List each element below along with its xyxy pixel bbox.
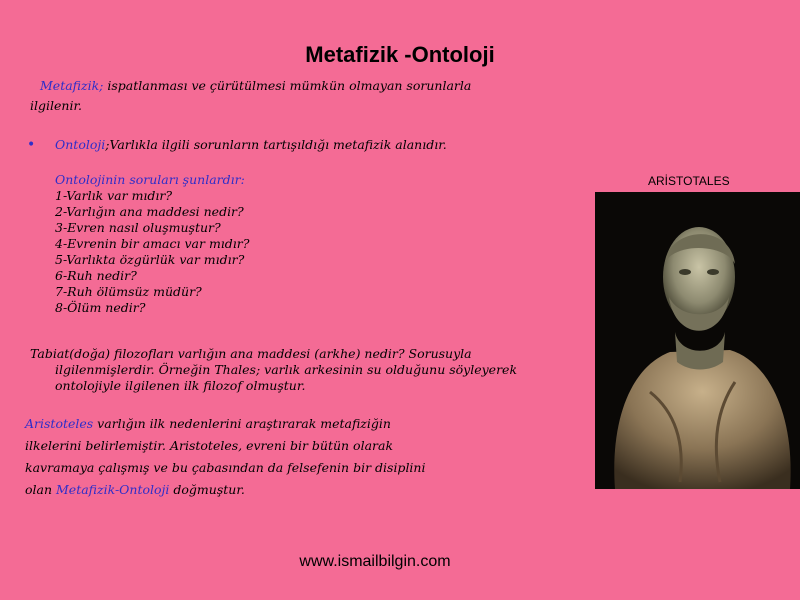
questions-heading: Ontolojinin soruları şunlardır: — [55, 172, 245, 187]
aristotle-text-4a: olan — [25, 482, 56, 497]
questions-list — [55, 188, 249, 316]
aristotle-line-4 — [25, 482, 245, 498]
bust-illustration — [595, 192, 800, 489]
question-item: 1-Varlık var mıdır? — [55, 188, 173, 203]
aristotle-text-1: varlığın ilk nedenlerini araştırarak metafiziğin — [93, 416, 391, 431]
aristotle-line-2: ilkelerini belirlemiştir. Aristoteles, evreni bir bütün olarak — [25, 438, 394, 453]
nature-line-3: ontolojiyle ilgilenen ilk filozof olmuştur. — [55, 378, 306, 393]
nature-line-1: Tabiat(doğa) filozofları varlığın ana maddesi (arkhe) nedir? Sorusuyla — [30, 346, 472, 361]
slide-title: Metafizik -Ontoloji — [305, 42, 495, 67]
question-item: 5-Varlıkta özgürlük var mıdır? — [55, 252, 245, 267]
bullet-icon: • — [27, 137, 36, 153]
question-item: 4-Evrenin bir amacı var mıdır? — [55, 236, 250, 251]
footer-website[interactable]: www.ismailbilgin.com — [299, 553, 451, 570]
aristotle-text-4b: doğmuştur. — [169, 482, 245, 497]
question-item: 3-Evren nasıl oluşmuştur? — [55, 220, 221, 235]
intro-line-2: ilgilenir. — [30, 98, 83, 113]
intro-line-1 — [40, 78, 471, 94]
metaphysics-ontology-term: Metafizik-Ontoloji — [56, 482, 170, 497]
nature-line-2: ilgilenmişlerdir. Örneğin Thales; varlık arkesinin su olduğunu söyleyerek — [55, 362, 518, 377]
aristotle-line-3: kavramaya çalışmış ve bu çabasından da felsefenin bir disiplini — [25, 460, 426, 475]
question-item: 8-Ölüm nedir? — [55, 300, 146, 315]
ontology-text: ;Varlıkla ilgili sorunların tartışıldığı metafizik alanıdır. — [105, 137, 447, 152]
aristotle-line-1 — [25, 416, 391, 432]
image-caption: ARİSTOTALES — [648, 174, 730, 188]
question-item: 2-Varlığın ana maddesi nedir? — [55, 204, 244, 219]
ontology-term: Ontoloji — [55, 137, 106, 152]
aristotle-term: Aristoteles — [25, 416, 94, 431]
question-item: 7-Ruh ölümsüz müdür? — [55, 284, 202, 299]
aristotle-bust-image — [595, 192, 800, 489]
question-item: 6-Ruh nedir? — [55, 268, 137, 283]
intro-text: ispatlanması ve çürütülmesi mümkün olmayan sorunlarla — [103, 78, 472, 93]
intro-term: Metafizik; — [40, 78, 104, 93]
ontology-definition — [55, 137, 447, 153]
